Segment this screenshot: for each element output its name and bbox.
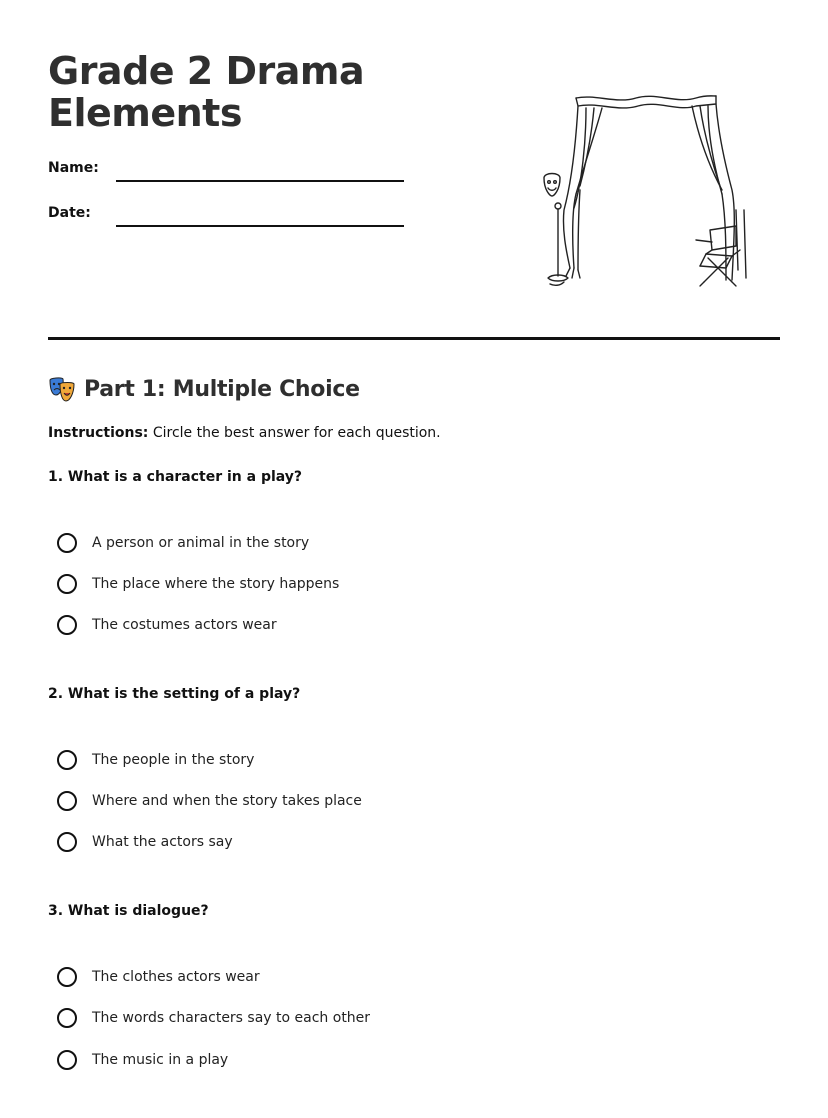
answer-option[interactable]: [57, 747, 254, 773]
radio-circle[interactable]: [57, 750, 77, 770]
question-1: 1. What is a character in a play?: [48, 469, 303, 485]
radio-circle[interactable]: [57, 1008, 77, 1028]
option-label: The people in the story: [92, 752, 255, 768]
answer-option[interactable]: [57, 1005, 370, 1031]
radio-circle[interactable]: [57, 1050, 77, 1070]
option-label: The place where the story happens: [92, 576, 340, 592]
radio-circle[interactable]: [57, 791, 77, 811]
option-label: The music in a play: [92, 1052, 229, 1068]
answer-option[interactable]: [57, 829, 233, 855]
radio-circle[interactable]: [57, 967, 77, 987]
name-label: Name:: [48, 160, 99, 176]
answer-option[interactable]: [57, 1047, 228, 1073]
section-divider: [48, 337, 780, 340]
answer-option[interactable]: [57, 612, 277, 638]
answer-option[interactable]: [57, 788, 362, 814]
option-label: The words characters say to each other: [92, 1010, 371, 1026]
answer-option[interactable]: [57, 530, 309, 556]
instructions-lead: Instructions:: [48, 425, 149, 441]
option-label: The clothes actors wear: [92, 969, 260, 985]
instructions-text: Circle the best answer for each question.: [148, 425, 441, 441]
stage-illustration: [536, 90, 752, 290]
name-line[interactable]: [116, 180, 404, 182]
option-label: The costumes actors wear: [92, 617, 277, 633]
radio-circle[interactable]: [57, 615, 77, 635]
radio-circle[interactable]: [57, 574, 77, 594]
question-3: 3. What is dialogue?: [48, 903, 209, 919]
answer-option[interactable]: [57, 571, 339, 597]
instructions: [48, 425, 441, 441]
option-label: What the actors say: [92, 834, 233, 850]
date-label: Date:: [48, 205, 91, 221]
section-title: Part 1: Multiple Choice: [84, 376, 360, 402]
radio-circle[interactable]: [57, 533, 77, 553]
worksheet-title: Grade 2 Drama Elements: [48, 49, 365, 135]
date-line[interactable]: [116, 225, 404, 227]
name-field[interactable]: [48, 160, 408, 184]
option-label: Where and when the story takes place: [92, 793, 362, 809]
question-2: 2. What is the setting of a play?: [48, 686, 301, 702]
section-heading: [48, 374, 360, 404]
date-field[interactable]: [48, 205, 408, 229]
performing-arts-masks-icon: [48, 375, 76, 403]
answer-option[interactable]: [57, 964, 260, 990]
radio-circle[interactable]: [57, 832, 77, 852]
option-label: A person or animal in the story: [92, 535, 310, 551]
